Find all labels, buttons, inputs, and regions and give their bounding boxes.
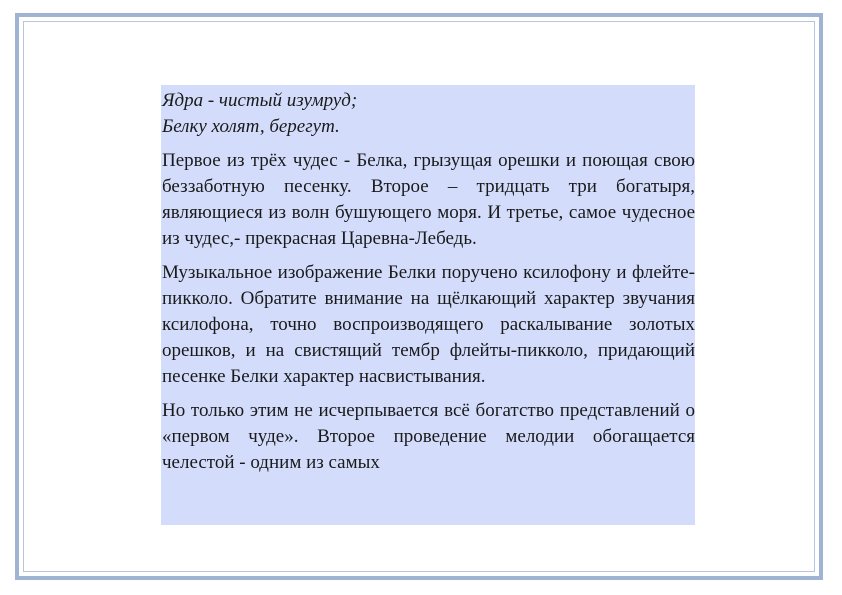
paragraph-first-wonder: Но только этим не исчерпывается всё богатство представлений о «первом чуде». Второе проведение мелодии обогащается челестой - одним из самых: [162, 400, 695, 473]
text-box: [161, 85, 695, 525]
verse-line-1: Ядра - чистый изумруд;: [162, 90, 358, 111]
paragraph-squirrel-music: Музыкальное изображение Белки поручено ксилофону и флейте-пикколо. Обратите внимание на щёлкающий характер звучания ксилофона, точно воспроизводящего раскалывание золотых орешков, и на свистящий тембр флейты-пикколо, придающий песенке Белки характер насвистывания.: [162, 262, 695, 387]
verse-line-2: Белку холят, берегут.: [162, 116, 340, 137]
paragraph-wonders: Первое из трёх чудес - Белка, грызущая орешки и поющая свою беззаботную песенку. Второе – тридцать три богатыря, являющиеся из волн бушующего моря. И третье, самое чудесное из чудес,- прекрасная Царевна-Лебедь.: [162, 150, 695, 249]
